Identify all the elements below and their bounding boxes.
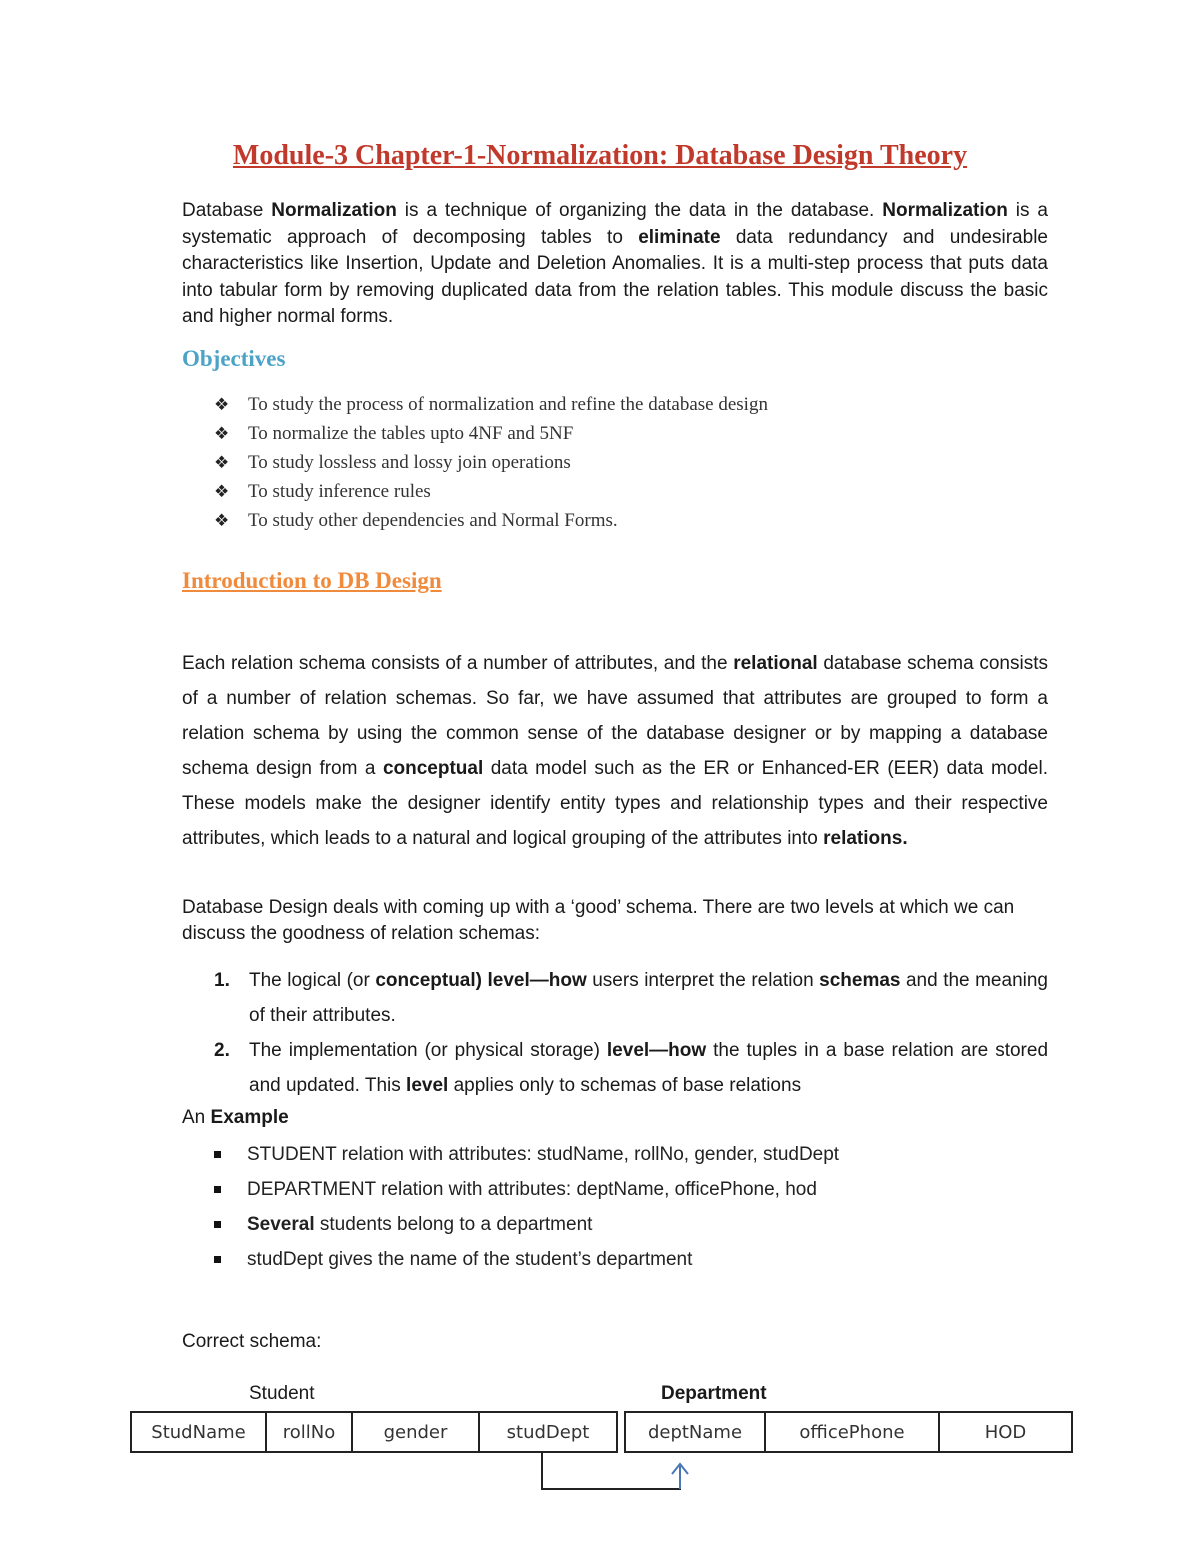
four-diamond-bullet-icon: ❖ xyxy=(214,511,230,530)
intro-bold: Normalization xyxy=(882,200,1008,221)
objective-text: To normalize the tables upto 4NF and 5NF xyxy=(248,423,574,444)
bullet-text: STUDENT relation with attributes: studName, rollNo, gender, studDept xyxy=(247,1144,840,1165)
objectives-heading: Objectives xyxy=(182,346,286,371)
intro-text: data redundancy and undesirable characteristics like Insertion, Update and Deletion Anomalies. It is a multi-step process that puts data into tabular form by removing duplicated data from the relation tables. This module discuss the basic and higher normal forms. xyxy=(182,226,1048,327)
level-bold: level xyxy=(406,1075,449,1096)
paragraph-bold: conceptual xyxy=(382,758,484,779)
level-number: 2. xyxy=(214,1040,230,1061)
intro-text: is a technique of organizing the data in the database. xyxy=(396,200,883,221)
level-part: The logical (or xyxy=(249,970,376,991)
student-schema-table xyxy=(130,1411,618,1453)
objective-text: To study other dependencies and Normal Forms. xyxy=(248,510,618,531)
objective-text: To study the process of normalization and refine the database design xyxy=(248,394,768,415)
square-bullet-icon xyxy=(214,1151,221,1158)
bullet-text: studDept gives the name of the student’s department xyxy=(247,1249,693,1270)
student-column-studdept: studDept xyxy=(506,1421,590,1443)
intro-text: is a systematic approach of decomposing tables to xyxy=(182,200,1048,248)
level-bold: level—how xyxy=(606,1040,707,1061)
objective-item xyxy=(214,419,768,448)
paragraph-bold: relational xyxy=(733,653,818,674)
level-part: and the meaning of their attributes. xyxy=(249,970,1048,1026)
intro-bold: eliminate xyxy=(638,226,721,248)
example-bullets xyxy=(214,1137,839,1277)
bullet-item xyxy=(214,1207,839,1242)
paragraph-text: Each relation schema consists of a number of attributes, and the xyxy=(182,653,734,674)
page-title: Module-3 Chapter-1-Normalization: Database Design Theory xyxy=(232,140,968,171)
objective-item xyxy=(214,477,768,506)
level-item xyxy=(214,963,1048,1033)
four-diamond-bullet-icon: ❖ xyxy=(214,482,230,501)
level-part: users interpret the relation xyxy=(586,970,820,991)
intro-bold: Normalization xyxy=(271,200,397,221)
bullet-text: students belong to a department xyxy=(314,1214,593,1235)
objective-text: To study inference rules xyxy=(248,481,431,502)
square-bullet-icon xyxy=(214,1221,221,1228)
department-column-hod: HOD xyxy=(984,1421,1027,1443)
levels-list xyxy=(214,963,1048,1103)
bullet-text: DEPARTMENT relation with attributes: deptName, officePhone, hod xyxy=(247,1179,817,1200)
level-text xyxy=(249,963,1048,1033)
department-schema-table xyxy=(624,1411,1073,1453)
bullet-item xyxy=(214,1137,839,1172)
objective-item xyxy=(214,448,768,477)
level-part: applies only to schemas of base relations xyxy=(448,1075,802,1096)
example-heading xyxy=(182,1104,289,1132)
example-title: Example xyxy=(210,1107,289,1128)
student-column-rollno: rollNo xyxy=(267,1413,353,1451)
paragraph-bold: relations. xyxy=(823,828,908,849)
paragraph-text: database schema consists of a number of relation schemas. So far, we have assumed that attributes are grouped to form a relation schema by using the common sense of the database designer or by mapping a database schema design from a xyxy=(182,653,1048,779)
student-column-studname: StudName xyxy=(132,1413,267,1451)
intro-paragraph xyxy=(182,198,1048,331)
good-schema-paragraph: Database Design deals with coming up with a ‘good’ schema. There are two levels at which we can discuss the goodness of relation schemas: xyxy=(182,897,1015,944)
objective-text: To study lossless and lossy join operations xyxy=(248,452,571,473)
four-diamond-bullet-icon: ❖ xyxy=(214,453,230,472)
department-table-label: Department xyxy=(661,1383,767,1404)
four-diamond-bullet-icon: ❖ xyxy=(214,424,230,443)
bullet-bold: Several xyxy=(247,1214,315,1235)
up-arrow-icon xyxy=(672,1464,688,1474)
objective-item xyxy=(214,390,768,419)
department-column-deptname: deptName xyxy=(626,1413,766,1451)
bullet-item xyxy=(214,1242,839,1277)
connector-line xyxy=(542,1453,680,1489)
level-bold: conceptual) level—how xyxy=(375,970,587,991)
level-text xyxy=(249,1033,1048,1103)
level-bold: schemas xyxy=(819,970,901,991)
square-bullet-icon xyxy=(214,1256,221,1263)
paragraph-text: data model such as the ER or Enhanced-ER (EER) data model. These models make the designer identify entity types and relationship types and their respective attributes, which leads to a natural and logical grouping of the attributes into xyxy=(182,758,1048,849)
introduction-heading: Introduction to DB Design xyxy=(182,568,442,593)
four-diamond-bullet-icon: ❖ xyxy=(214,395,230,414)
objective-item xyxy=(214,506,768,535)
level-part: the tuples in a base relation are stored and updated. This xyxy=(249,1040,1049,1096)
level-number: 1. xyxy=(214,970,230,991)
objectives-list xyxy=(214,390,768,535)
department-column-officephone: officePhone xyxy=(766,1413,940,1451)
level-part: The implementation (or physical storage) xyxy=(249,1040,607,1061)
level-item xyxy=(214,1033,1048,1103)
student-table-label: Student xyxy=(249,1383,315,1404)
intro-text: Database xyxy=(182,200,272,221)
bullet-item xyxy=(214,1172,839,1207)
correct-schema-label: Correct schema: xyxy=(182,1331,322,1352)
student-column-gender: gender xyxy=(353,1413,480,1451)
example-prefix: An xyxy=(182,1107,211,1128)
relation-schema-paragraph xyxy=(182,646,1048,856)
square-bullet-icon xyxy=(214,1186,221,1193)
